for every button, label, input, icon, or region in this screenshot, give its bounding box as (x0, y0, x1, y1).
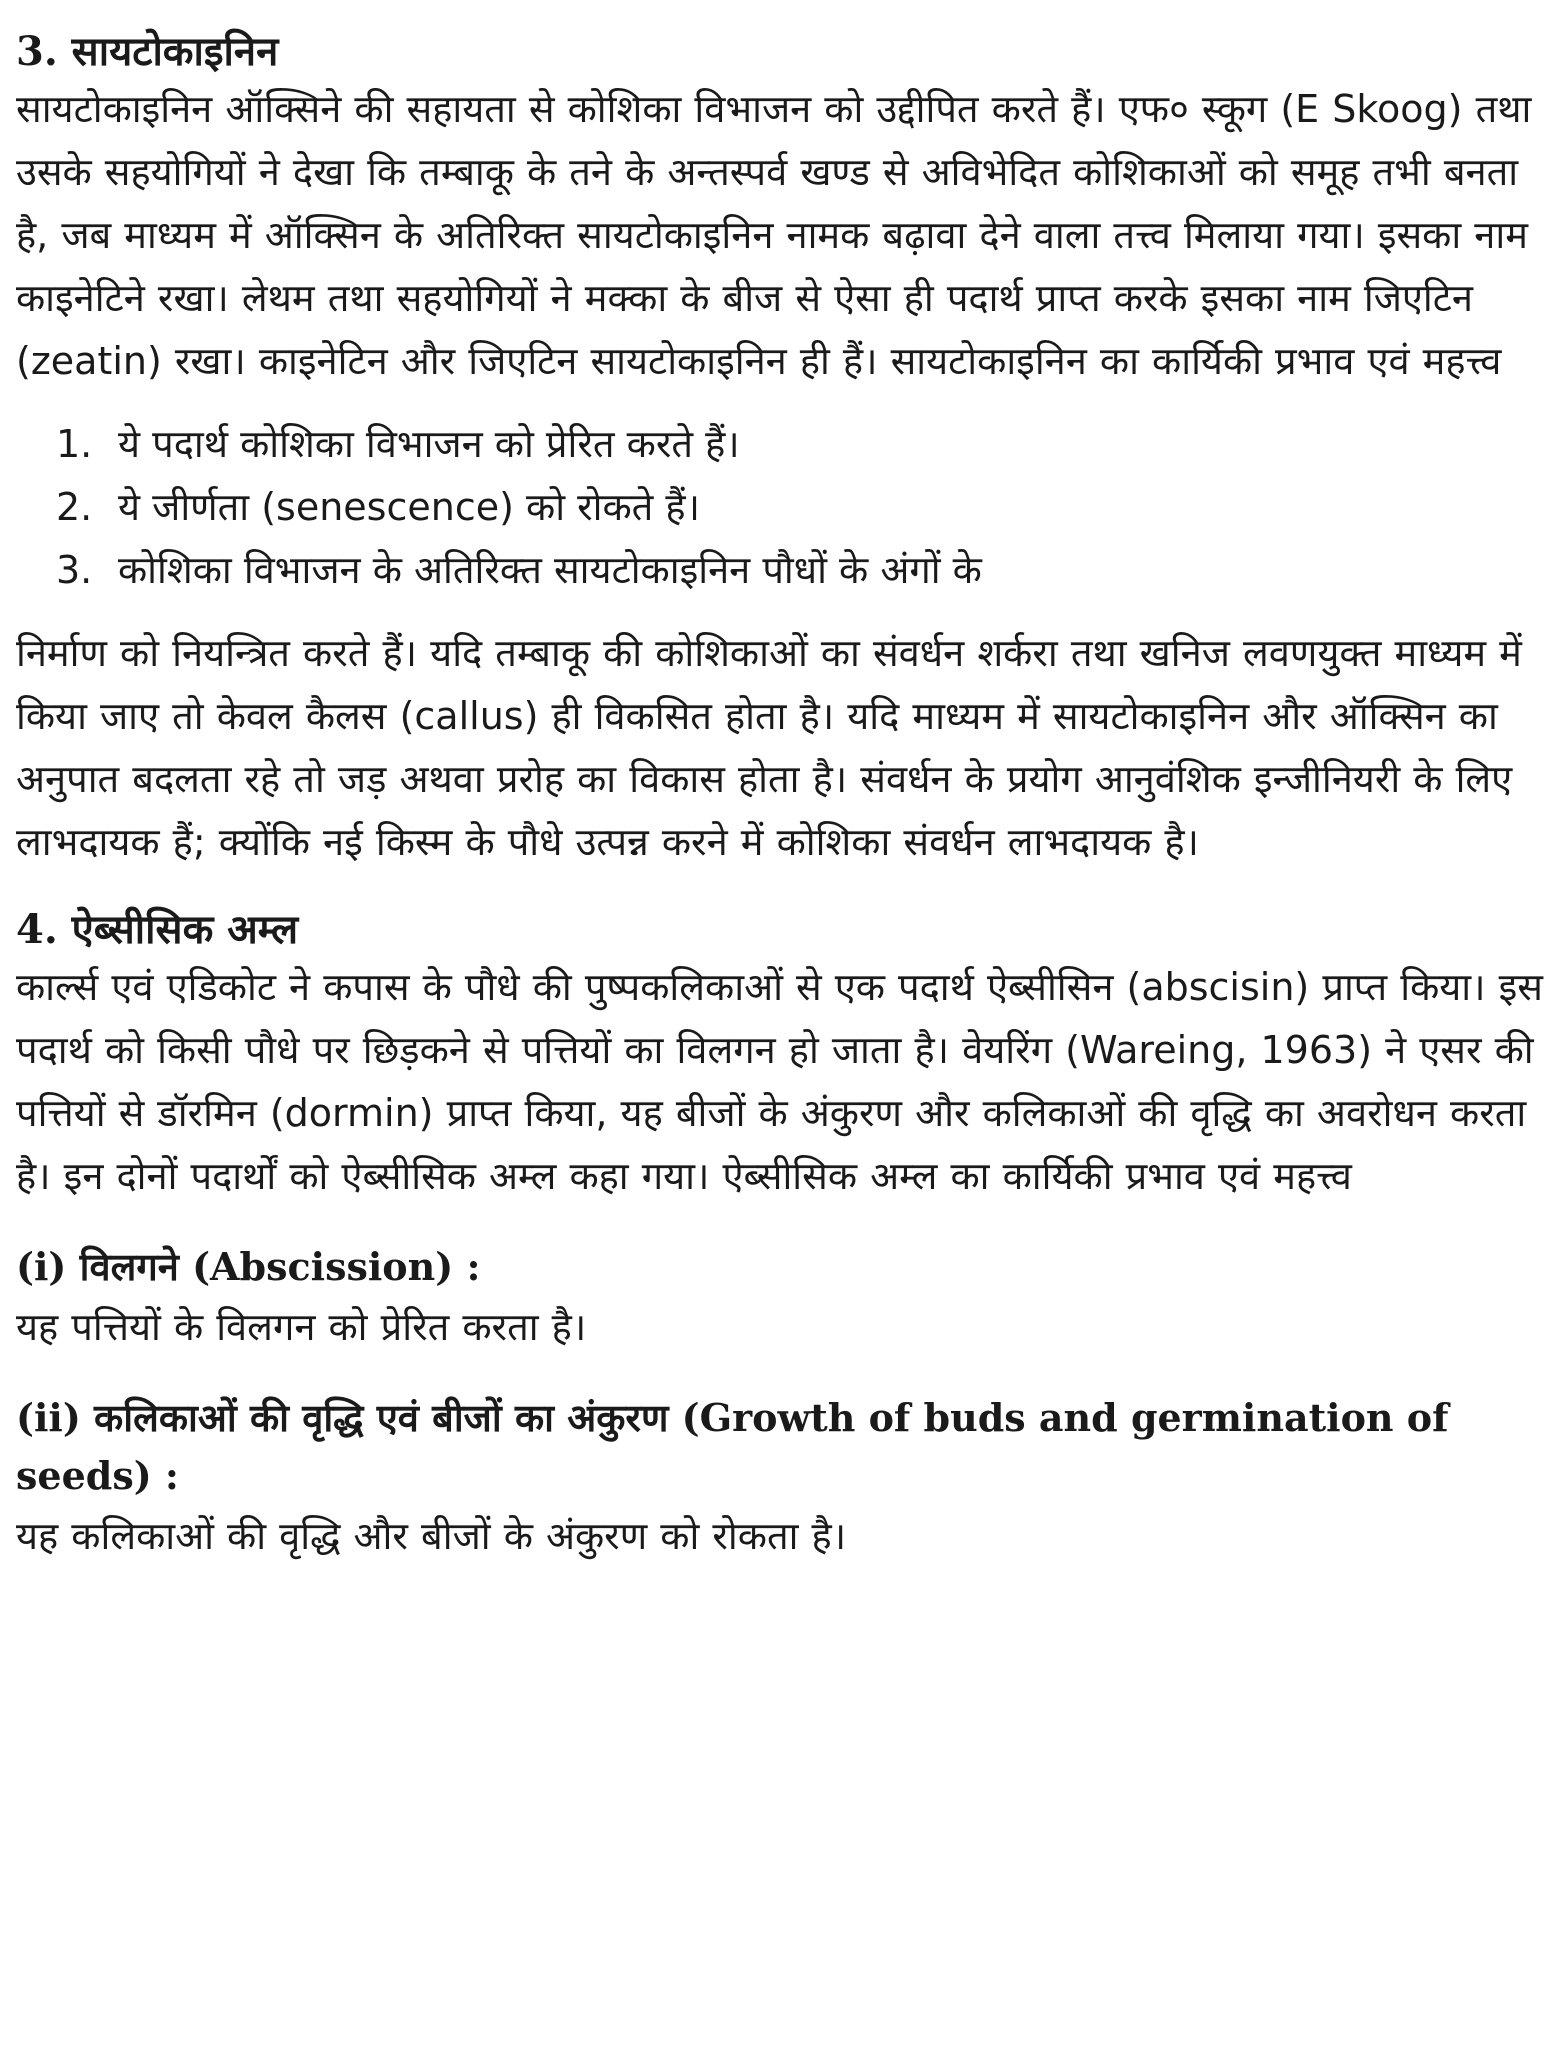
list-item-number: 3. (56, 548, 93, 592)
growth-germination-text: यह कलिकाओं की वृद्धि और बीजों के अंकुरण को रोकता है। (16, 1514, 847, 1558)
abscission-text: यह पत्तियों के विलगन को प्रेरित करता है। (16, 1305, 587, 1349)
section-3-paragraph-1: सायटोकाइनिन ऑक्सिने की सहायता से कोशिका विभाजन को उद्दीपित करते हैं। एफ० स्कूग (E Skoog) तथा उसके सहयोगियों ने देखा कि तम्बाकू के तने के अन्तस्पर्व खण्ड से अविभेदित कोशिकाओं को समूह तभी बनता है, जब माध्यम में ऑक्सिन के अतिरिक्त सायटोकाइनिन नामक बढ़ावा देने वाला तत्त्व मिलाया गया। इसका नाम काइनेटिने रखा। लेथम तथा सहयोगियों ने मक्का के बीज से ऐसा ही पदार्थ प्राप्त करके इसका नाम जिएटिन (zeatin) रखा। काइनेटिन और जिएटिन सायटोकाइनिन ही हैं। सायटोकाइनिन का कार्यिकी प्रभाव एवं महत्त्व (16, 87, 1532, 383)
list-item-text: ये जीर्णता (senescence) को रोकते हैं। (118, 485, 700, 529)
list-item-number: 1. (56, 422, 93, 466)
growth-germination-subheading: (ii) कलिकाओं की वृद्धि एवं बीजों का अंकुरण (Growth of buds and germination of seeds) : (16, 1395, 1449, 1498)
list-item-number: 2. (56, 485, 93, 529)
list-item-text: ये पदार्थ कोशिका विभाजन को प्रेरित करते हैं। (118, 422, 740, 466)
section-3-paragraph-2: निर्माण को नियन्त्रित करते हैं। यदि तम्बाकू की कोशिकाओं का संवर्धन शर्करा तथा खनिज लवणयुक्त माध्यम में किया जाए तो केवल कैलस (callus) ही विकसित होता है। यदि माध्यम में सायटोकाइनिन और ऑक्सिन का अनुपात बदलता रहे तो जड़ अथवा प्ररोह का विकास होता है। संवर्धन के प्रयोग आनुवंशिक इन्जीनियरी के लिए लाभदायक हैं; क्योंकि नई किस्म के पौधे उत्पन्न करने में कोशिका संवर्धन लाभदायक है। (16, 631, 1522, 864)
cytokinin-effects-list (16, 413, 1546, 602)
spacer (16, 874, 1546, 904)
document-page (16, 26, 1546, 1568)
section-4-paragraph-1: कार्ल्स एवं एडिकोट ने कपास के पौधे की पुष्पकलिकाओं से एक पदार्थ ऐब्सीसिन (abscisin) प्राप्त किया। इस पदार्थ को किसी पौधे पर छिड़कने से पत्तियों का विलगन हो जाता है। वेयरिंग (Wareing, 1963) ने एसर की पत्तियों से डॉरमिन (dormin) प्राप्त किया, यह बीजों के अंकुरण और कलिकाओं की वृद्धि का अवरोधन करता है। इन दोनों पदार्थों को ऐब्सीसिक अम्ल कहा गया। ऐब्सीसिक अम्ल का कार्यिकी प्रभाव एवं महत्त्व (16, 965, 1543, 1198)
section-3-title: 3. सायटोकाइनिन (16, 28, 279, 75)
spacer (16, 1208, 1546, 1238)
abscission-subheading: (i) विलगने (Abscission) : (16, 1244, 481, 1289)
list-item (56, 539, 1546, 602)
list-item-text: कोशिका विभाजन के अतिरिक्त सायटोकाइनिन पौधों के अंगों के (118, 548, 982, 592)
list-item (56, 413, 1546, 476)
section-4-title: 4. ऐब्सीसिक अम्ल (16, 906, 299, 953)
list-item (56, 476, 1546, 539)
spacer (16, 1359, 1546, 1389)
